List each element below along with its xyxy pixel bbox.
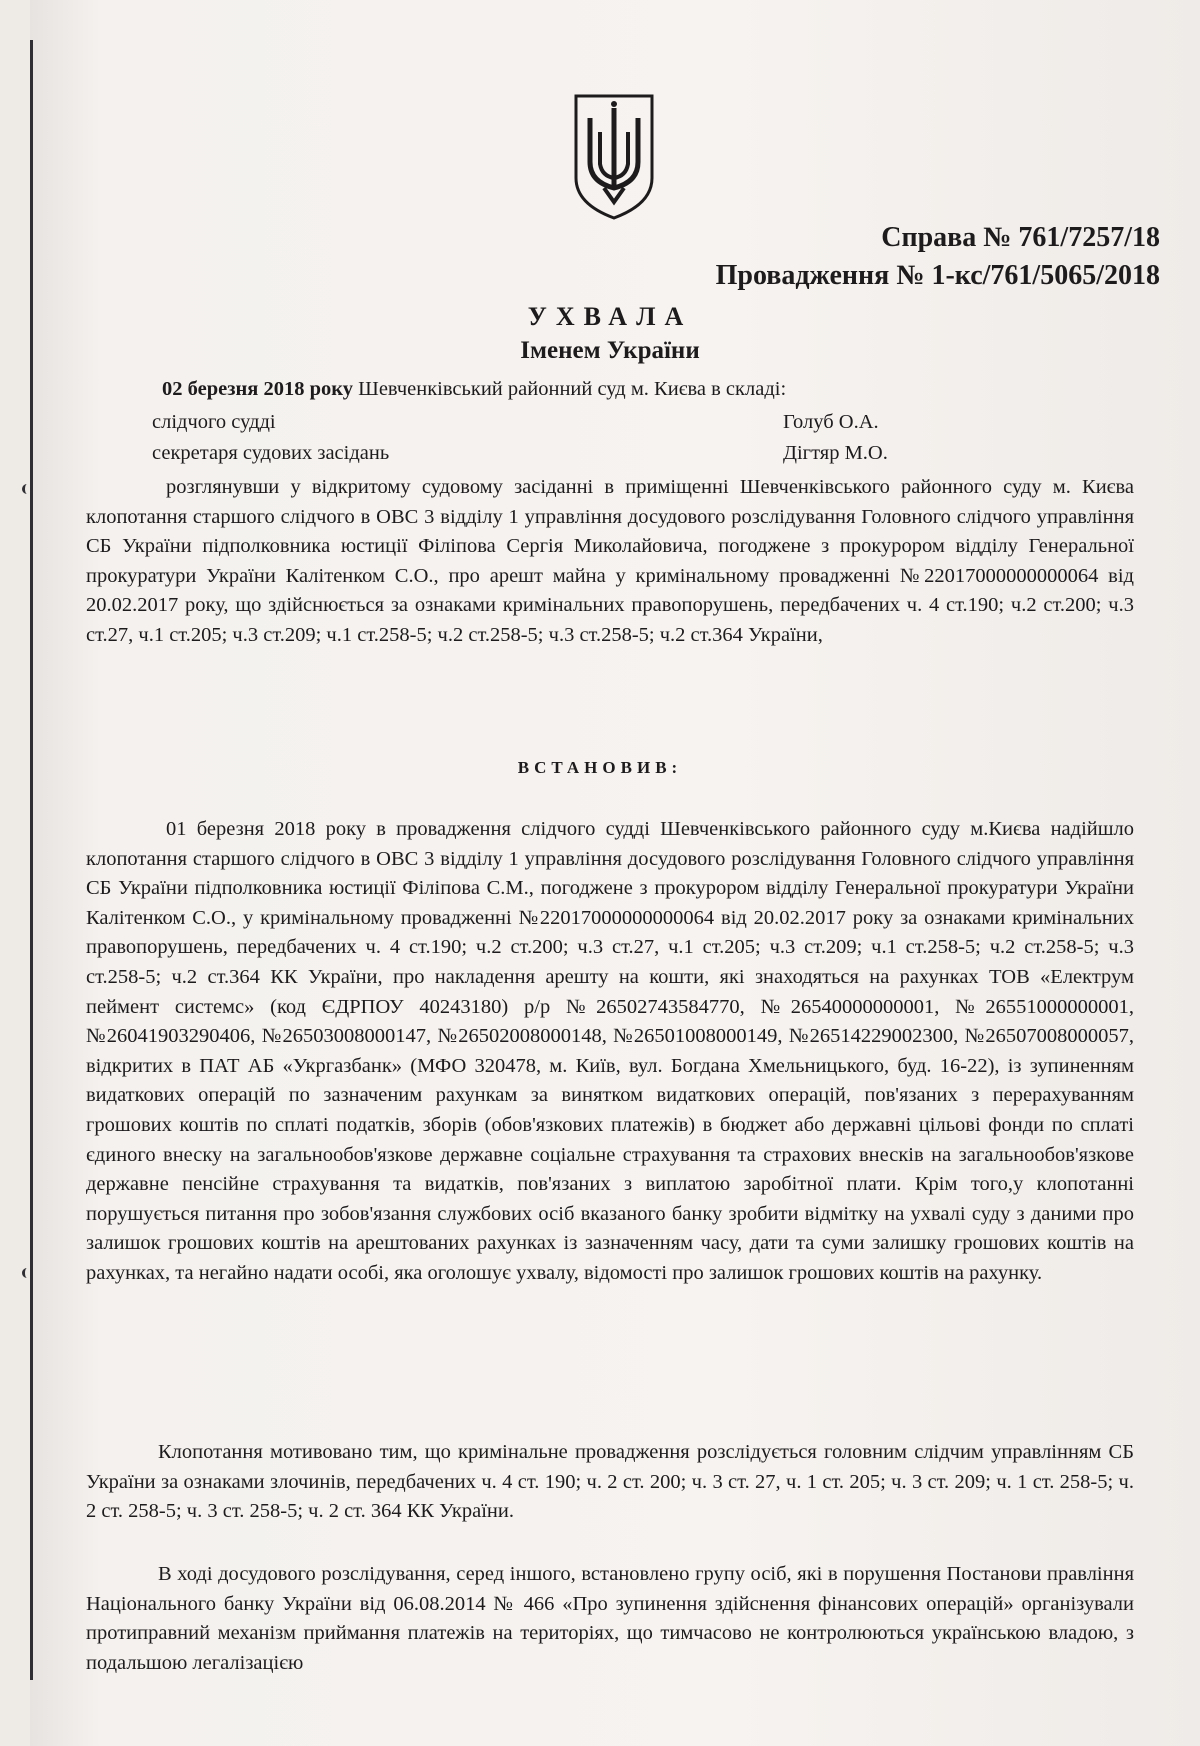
opening-date: 02 березня 2018 року	[162, 378, 354, 400]
paragraph-1-text: 01 березня 2018 року в провадження слідчого судді Шевченківського районного суду м.Києва надійшло клопотання старшого слідчого в ОВС 3 відділу 1 управління досудового розслідування Головного слідчого управління СБ України підполковника юстиції Філіпова С.М., погоджене з прокурором відділу Генеральної прокуратури України Калітенком С.О., у кримінальному провадженні №22017000000000064 від 20.02.2017 року за ознаками кримінальних правопорушень, передбачених ч. 4 ст.190; ч.2 ст.200; ч.3 ст.27, ч.1 ст.205; ч.3 ст.209; ч.1 ст.258-5; ч.2 ст.258-5; ч.3 ст.258-5; ч.2 ст.364 КК України, про накладення арешту на кошти, які знаходяться на рахунках ТОВ «Електрум пеймент системс» (код ЄДРПОУ 40243180) р/р №26502743584770, №26540000000001, №26551000000001, №26041903290406, №26503008000147, №26502008000148, №26501008000149, №26514229002300, №26507008000057, відкритих в ПАТ АБ «Укргазбанк» (МФО 320478, м. Київ, вул. Богдана Хмельницького, буд. 16-22), із зупиненням видаткових операцій по зазначеним рахункам за винятком видаткових операцій, пов'язаних з перерахуванням грошових коштів по сплаті податків, зборів (обов'язкових платежів) в бюджет або державні цільові фонди по сплаті єдиного внеску на загальнообов'язкове державне соціальне страхування та страхових внесків на загальнообов'язкове державне пенсійне страхування та видатків, пов'язаних з виплатою заробітної плати. Крім того,у клопотанні порушується питання про зобов'язання службових осіб вказаного банку зробити відмітку на ухвалі суду з даними про залишок грошових коштів на арештованих рахунках із зазначенням часу, дати та суми залишку грошових коштів на рахунках, та негайно надати особі, яка оголошує ухвалу, відомості про залишок грошових коштів на рахунку.	[86, 818, 1134, 1284]
document-title: УХВАЛА	[527, 302, 693, 331]
section-heading: ВСТАНОВИВ:	[517, 758, 683, 777]
intro-text: розглянувши у відкритому судовому засіданні в приміщенні Шевченківського районного суду м. Києва клопотання старшого слідчого в ОВС 3 відділу 1 управління досудового розслідування Головного слідчого управління СБ України підполковника юстиції Філіпова Сергія Миколайовича, погоджене з прокурором відділу Генеральної прокуратури України Калітенком С.О., про арешт майна у кримінальному провадженні №22017000000000064 від 20.02.2017 року, що здійснюється за ознаками кримінальних правопорушень, передбачених ч. 4 ст.190; ч.2 ст.200; ч.3 ст.27, ч.1 ст.205; ч.3 ст.209; ч.1 ст.258-5; ч.2 ст.258-5; ч.3 ст.258-5; ч.2 ст.364 України,	[86, 476, 1134, 646]
secretary-role: секретаря судових засідань	[152, 442, 390, 464]
case-number: Справа № 761/7257/18	[881, 222, 1160, 253]
paragraph-3-text: В ході досудового розслідування, серед іншого, встановлено групу осіб, які в порушення Постанови правління Національного банку України від 06.08.2014 № 466 «Про зупинення здійснення фінансових операцій» організували протиправний механізм приймання платежів на територіях, що тимчасово не контролюються українською владою, з подальшою легалізацією	[86, 1563, 1134, 1674]
binding-notch	[22, 1268, 41, 1278]
paragraph-1	[86, 815, 1134, 1289]
judge-name: Голуб О.А.	[783, 411, 879, 433]
intro-paragraph	[86, 473, 1134, 651]
binding-notch	[22, 484, 41, 494]
binding-line	[30, 40, 33, 1680]
paragraph-3	[86, 1560, 1134, 1678]
paragraph-2	[86, 1438, 1134, 1527]
secretary-name: Дігтяр М.О.	[783, 442, 888, 464]
proceeding-number: Провадження № 1-кс/761/5065/2018	[715, 260, 1160, 291]
coat-of-arms-icon	[570, 92, 658, 222]
opening-court: Шевченківський районний суд м. Києва в складі:	[358, 378, 787, 400]
document-subtitle: Іменем України	[520, 337, 700, 364]
judge-role: слідчого судді	[152, 411, 276, 433]
opening-line	[162, 375, 1142, 405]
paragraph-2-text: Клопотання мотивовано тим, що кримінальне провадження розслідується головним слідчим управлінням СБ України за ознаками злочинів, передбачених ч. 4 ст. 190; ч. 2 ст. 200; ч. 3 ст. 27, ч. 1 ст. 205; ч. 3 ст. 209; ч. 1 ст. 258-5; ч. 2 ст. 258-5; ч. 3 ст. 258-5; ч. 2 ст. 364 КК України.	[86, 1441, 1134, 1523]
